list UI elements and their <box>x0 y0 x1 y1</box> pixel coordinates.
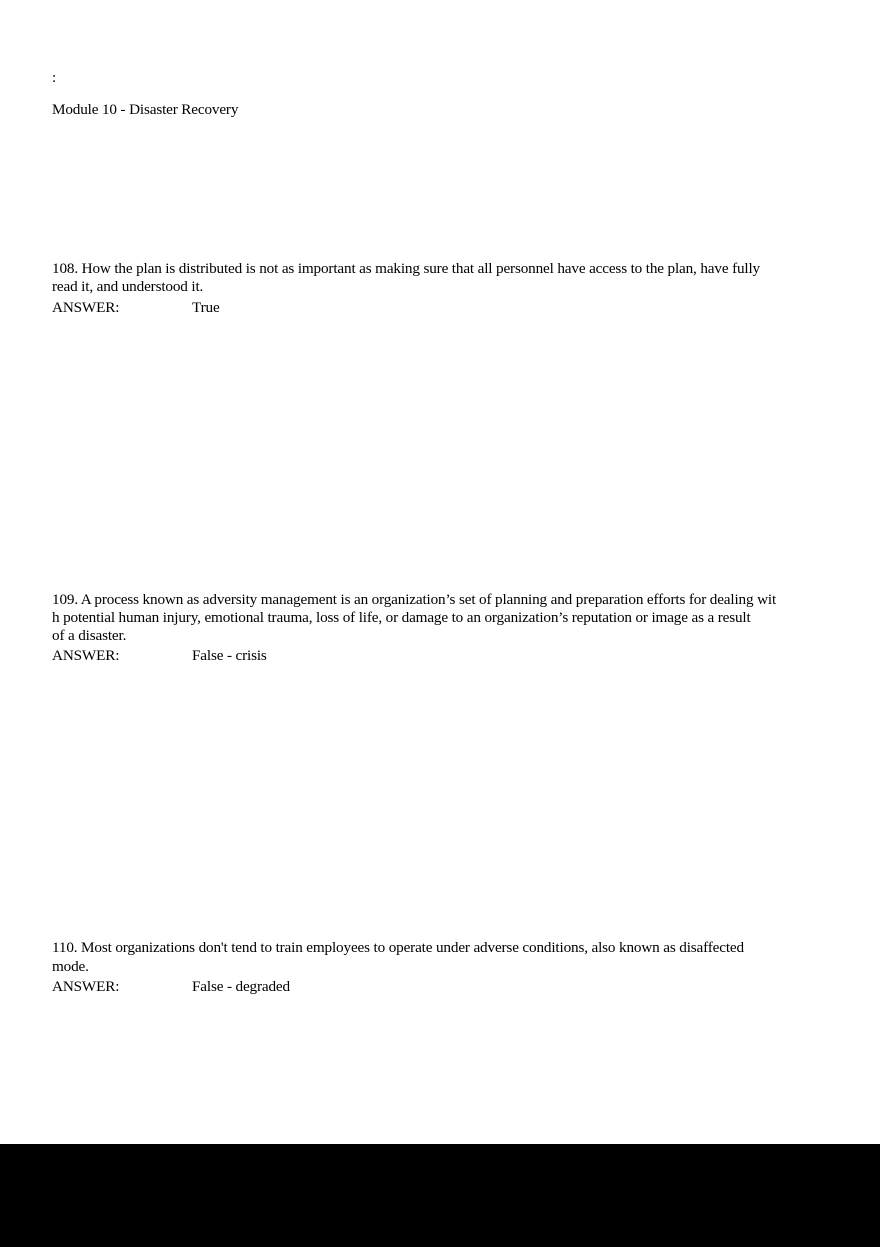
question-text-line: mode. <box>52 958 89 975</box>
answer-label: ANSWER: <box>52 647 120 664</box>
question-text-line: 110. Most organizations don't tend to train employees to operate under adverse conditions, also known as disaffected <box>52 939 744 956</box>
module-title: Module 10 - Disaster Recovery <box>52 101 239 118</box>
answer-value: True <box>192 299 220 316</box>
answer-label: ANSWER: <box>52 299 120 316</box>
question-text-line: 109. A process known as adversity management is an organization’s set of planning and preparation efforts for dealing wit <box>52 591 777 608</box>
question-text-line: h potential human injury, emotional trauma, loss of life, or damage to an organization’s reputation or image as a result <box>52 609 751 626</box>
answer-value: False - degraded <box>192 978 290 995</box>
question-text-line: of a disaster. <box>52 627 127 644</box>
answer-label: ANSWER: <box>52 978 120 995</box>
header-mark: : <box>52 69 57 86</box>
answer-value: False - crisis <box>192 647 267 664</box>
bottom-black-bar <box>0 1144 880 1247</box>
question-text-line: read it, and understood it. <box>52 278 204 295</box>
question-text-line: 108. How the plan is distributed is not as important as making sure that all personnel have access to the plan, have fully <box>52 260 761 277</box>
